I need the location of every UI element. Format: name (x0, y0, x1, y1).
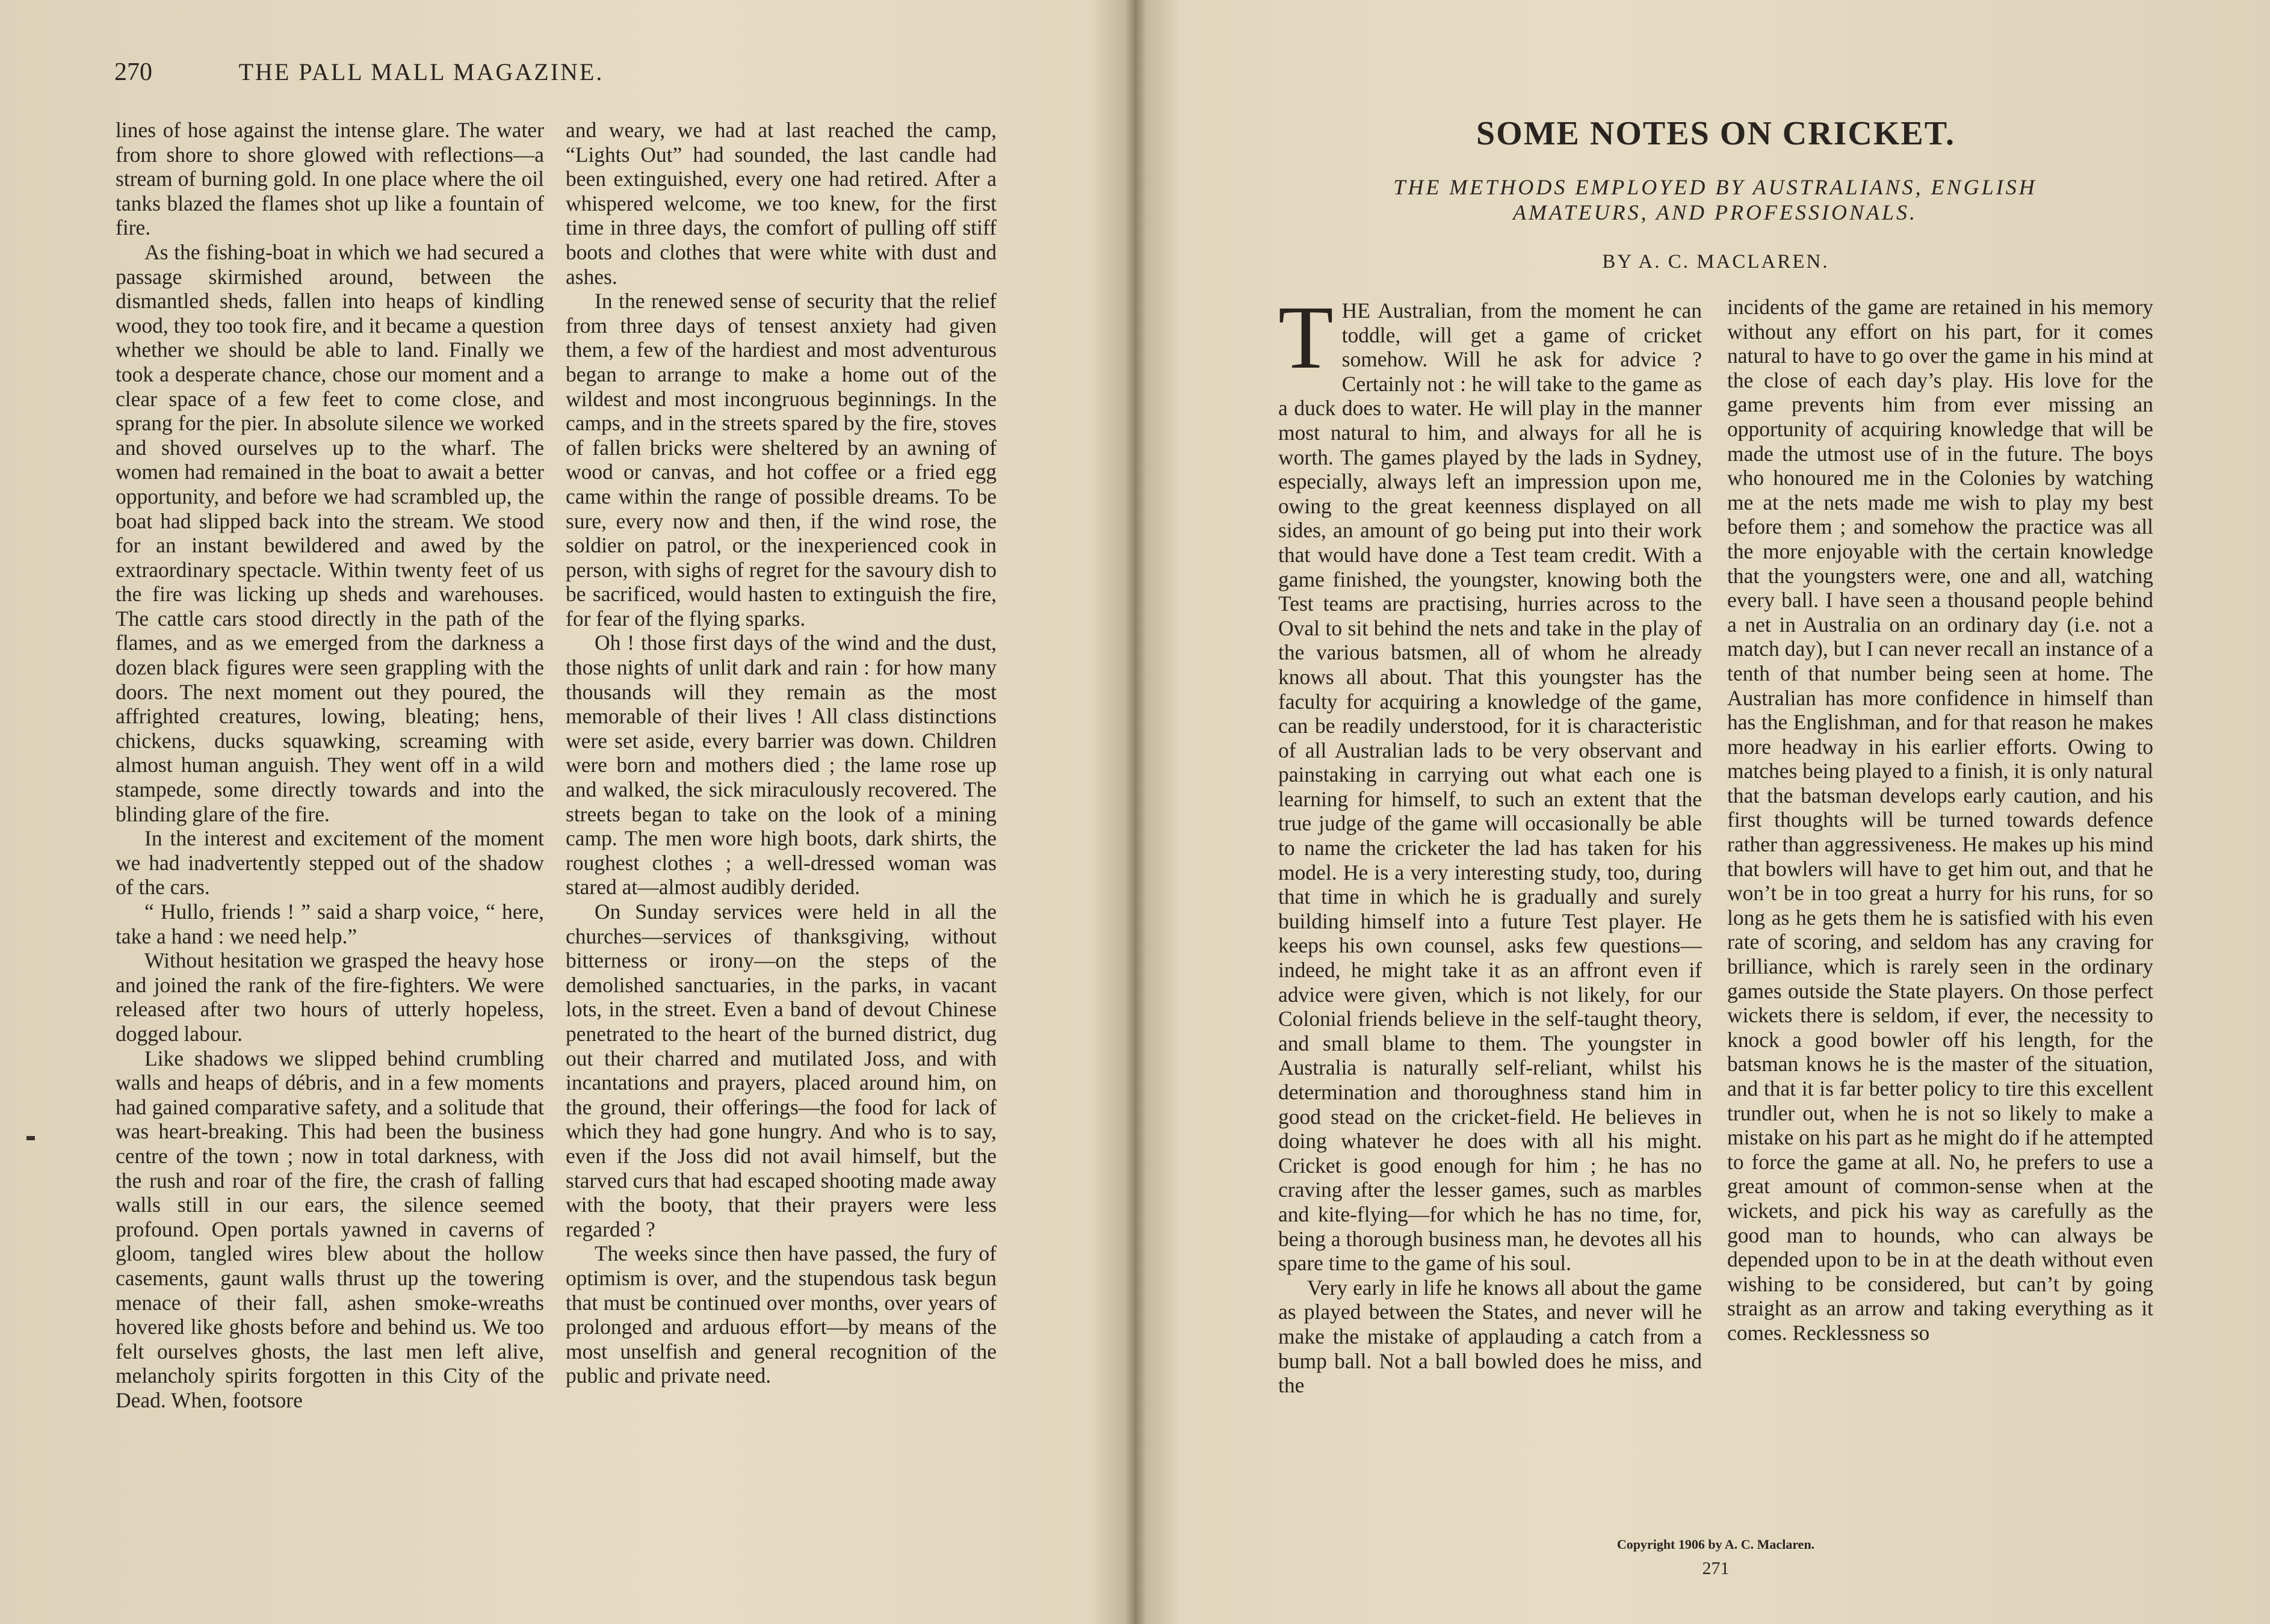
article-subtitle (1312, 174, 2118, 225)
subtitle-line-2: AMATEURS, AND PROFESSIONALS. (1513, 200, 1917, 224)
right-column-2 (1727, 295, 2153, 1345)
article-byline: BY A. C. MACLAREN. (1602, 251, 1829, 273)
copyright-notice: Copyright 1906 by A. C. Maclaren. (1616, 1537, 1815, 1552)
page-number-left: 270 (114, 58, 152, 86)
paragraph: On Sunday services were held in all the churches—services of thanksgiving, without bitterness or irony—on the steps of the demolished sanctuaries, in the parks, in vacant lots, in the street. Even a band of devout Chinese penetrated to the heart of the burned district, dug out their charred and mutilated Joss, and with incantations and prayers, placed around him, on the ground, their offerings—the food for lack of which they had gone hungry. And who is to say, even if the Joss did not avail himself, but the starved curs that had escaped shooting made away with the booty, that their prayers were less regarded ? (566, 900, 997, 1241)
paragraph: Very early in life he knows all about the game as played between the States, and never will he make the mistake of applauding a catch from a bump ball. Not a ball bowled does he miss, and the (1278, 1275, 1702, 1398)
magazine-title: THE PALL MALL MAGAZINE. (238, 58, 604, 85)
paragraph: “ Hullo, friends ! ” said a sharp voice, “ here, take a hand : we need help.” (116, 900, 544, 948)
paragraph: As the fishing-boat in which we had secured a passage skirmished around, between the dismantled sheds, fallen into heaps of kindling wood, they too took fire, and it became a question whether we should be able to land. Finally we took a desperate chance, chose our moment and a clear space of a few feet to come close, and sprang for the pier. In absolute silence we worked and shoved ourselves up to the wharf. The women had remained in the boat to await a better opportunity, and before we had scrambled up, the boat had slipped back into the stream. We stood for an instant bewildered and awed by the extraordinary spectacle. Within twenty feet of us the fire was licking up sheds and warehouses. The cattle cars stood directly in the path of the flames, and as we emerged from the darkness a dozen black figures were seen grappling with the doors. The next moment out they poured, the affrighted creatures, lowing, bleating; hens, chickens, ducks squawking, screaming with almost human anguish. They went off in a wild stampede, some directly towards and into the blinding glare of the fire. (116, 239, 544, 826)
ink-mark (26, 1136, 35, 1140)
paragraph: HE Australian, from the moment he can toddle, will get a game of cricket somehow. Will he ask for advice ? Certainly not : he will take to the game as a duck does to water. He will play in the manner most natural to him, and always for all he is worth. The games played by the lads in Sydney, especially, always left an impression upon me, owing to the great keenness displayed on all sides, an amount of go being put into their work that would have done a Test team credit. With a game finished, the youngster, knowing both the Test teams are practising, hurries across to the Oval to sit behind the nets and take in the play of the various batsmen, all of whom he already knows all about. That this youngster has the faculty for acquiring a knowledge of the game, can be readily understood, for it is characteristic of all Australian lads to be very observant and painstaking in carrying out what each one is learning for himself, to such an extent that the true judge of the game will occasionally be able to name the cricketer the lad has taken for his model. He is a very interesting study, too, during that time in which he is gradually and surely building himself into a future Test player. He keeps his own counsel, asks few questions—indeed, he might take it as an affront even if advice were given, which is not likely, for our Colonial friends believe in the self-taught theory, and small blame to them. The youngster in Australia is naturally self-reliant, whilst his determination and thoroughness stand him in good stead on the cricket-field. He believes in doing whatever he does with all his might. Cricket is good enough for him ; he has no craving after the lesser games, such as marbles and kite-flying—for which he has no time, for, being a thorough business man, he devotes all his spare time to the game of his soul. (1278, 298, 1702, 1276)
drop-cap: T (1278, 288, 1334, 387)
paragraph: Oh ! those first days of the wind and the dust, those nights of unlit dark and rain : for how many thousands will they remain as the most memorable of their lives ! All class distinctions were set aside, every barrier was down. Children were born and mothers died ; the lame rose up and walked, the sick miraculously recovered. The streets began to take on the look of a mining camp. The men wore high boots, dark shirts, the roughest clothes ; a well-dressed woman was stared at—almost audibly derided. (566, 631, 997, 900)
left-column-1 (116, 118, 544, 1412)
right-column-1 (1278, 288, 1702, 1398)
page-number-right: 271 (1702, 1558, 1730, 1578)
running-head (114, 58, 1044, 94)
paragraph: Like shadows we slipped behind crumbling walls and heaps of débris, and in a few moments had gained comparative safety, and a solitude that was heart-breaking. This had been the business centre of the town ; now in total darkness, with the rush and roar of the fire, the crash of falling walls still in our ears, the silence seemed profound. Open portals yawned in caverns of gloom, tangled wires blew about the hollow casements, gaunt walls thrust up the towering menace of their fall, ashen smoke-wreaths hovered like ghosts before and behind us. We too felt ourselves ghosts, the last men left alive, melancholy spirits forgotten in this City of the Dead. When, footsore (116, 1046, 544, 1412)
paragraph: and weary, we had at last reached the camp, “Lights Out” had sounded, the last candle had been extinguished, every one had retired. After a whispered welcome, we too knew, for the first time in three days, the comfort of pulling off stiff boots and clothes that were white with dust and ashes. (566, 118, 997, 289)
paragraph: The weeks since then have passed, the fury of optimism is over, and the stupendous task begun that must be continued over months, over years of prolonged and arduous effort—by means of the most unselfish and general recognition of the public and private need. (566, 1241, 997, 1388)
paragraph: lines of hose against the intense glare. The water from shore to shore glowed with reflections—a stream of burning gold. In one place where the oil tanks blazed the flames shot up like a fountain of fire. (116, 118, 544, 240)
paragraph: Without hesitation we grasped the heavy hose and joined the rank of the fire-fighters. We were released after two hours of utterly hopeless, dogged labour. (116, 948, 544, 1046)
article-title: SOME NOTES ON CRICKET. (1476, 115, 1955, 152)
subtitle-line-1: THE METHODS EMPLOYED BY AUSTRALIANS, ENGLISH (1393, 175, 2037, 199)
left-page (0, 0, 1131, 1624)
left-column-2 (566, 118, 997, 1388)
paragraph: In the renewed sense of security that the relief from three days of tensest anxiety had given them, a few of the hardiest and most adventurous began to arrange to make a home out of the wildest and most incongruous beginnings. In the camps, and in the streets spared by the fire, stoves of fallen bricks were sheltered by an awning of wood or canvas, and hot coffee or a fried egg came within the range of possible dreams. To be sure, every now and then, if the wind rose, the soldier on patrol, or the inexperienced cook in person, with sighs of regret for the savoury dish to be sacrificed, would hasten to extinguish the fire, for fear of the flying sparks. (566, 289, 997, 631)
paragraph: In the interest and excitement of the moment we had inadvertently stepped out of the shadow of the cars. (116, 826, 544, 900)
paragraph: incidents of the game are retained in his memory without any effort on his part, for it comes natural to have to go over the game in his mind at the close of each day’s play. His love for the game prevents him from ever missing an opportunity of acquiring knowledge that will be made the utmost use of in the future. The boys who honoured me in the Colonies by watching me at the nets made me wish to play my best before them ; and somehow the practice was all the more enjoyable with the certain knowledge that the youngsters were, one and all, watching every ball. I have seen a thousand people behind a net in Australia on an ordinary day (i.e. not a match day), but I can never recall an instance of a tenth of that number being seen at home. The Australian has more confidence in himself than has the Englishman, and for that reason he makes more headway in his earlier efforts. Owing to matches being played to a finish, it is only natural that the batsman develops early caution, and his first thoughts will be turned towards defence rather than aggressiveness. He makes up his mind that bowlers will have to get him out, and that he won’t be in too great a hurry for his runs, for so long as he gets them he is satisfied with his even rate of scoring, and seldom has any craving for brilliance, which is rarely seen in the ordinary games outside the State players. On those perfect wickets there is seldom, if ever, the necessity to knock a good bowler off his length, for the batsman knows he is the master of the situation, and that it is far better policy to tire this excellent trundler out, when he is not so likely to make a mistake on his part as he might do if he attempted to force the game at all. No, he prefers to use a great amount of common-sense when at the wickets, and pick his way as carefully as the good man to hounds, who can always be depended upon to be in at the death without even wishing to be considered, but can’t by going straight as an arrow and taking everything as it comes. Recklessness so (1727, 295, 2153, 1345)
